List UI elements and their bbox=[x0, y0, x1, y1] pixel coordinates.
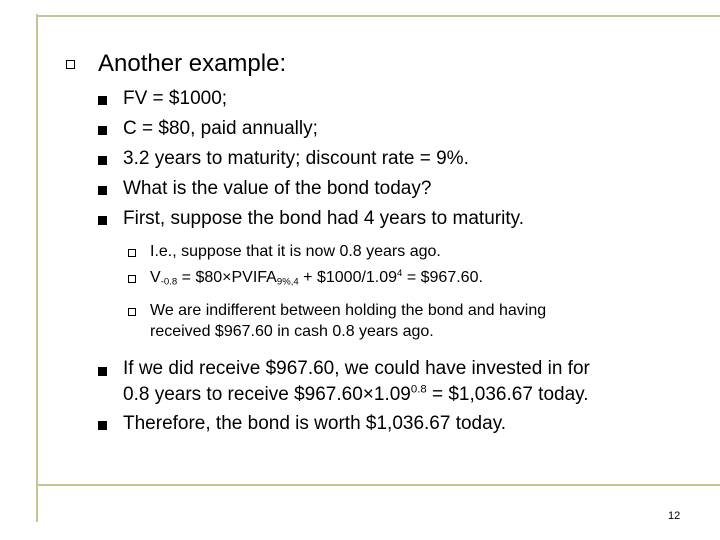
frame-top-rule bbox=[36, 15, 720, 17]
hollow-square-bullet-icon bbox=[66, 60, 75, 69]
solid-square-bullet-icon bbox=[98, 96, 107, 105]
list-item-continuation: 0.8 years to receive $\$967.60\times 1.09^{0.8}$ = $1,036.67 today. bbox=[123, 383, 589, 405]
frame-bottom-rule bbox=[36, 484, 720, 486]
list-item: FV = $1000; bbox=[123, 88, 228, 109]
hollow-square-bullet-icon bbox=[128, 249, 136, 257]
solid-square-bullet-icon bbox=[98, 216, 107, 225]
hollow-square-bullet-icon bbox=[128, 308, 136, 316]
sub-item-formula: $V_{-0.8}$ = $\$80\times PVIFA_{9\%,4}$ + $\$1000/1.09^4$ = $967.60. bbox=[150, 267, 483, 288]
list-item: First, suppose the bond had 4 years to maturity. bbox=[123, 208, 524, 229]
solid-square-bullet-icon bbox=[98, 126, 107, 135]
list-item: Therefore, the bond is worth $1,036.67 today. bbox=[123, 413, 507, 434]
hollow-square-bullet-icon bbox=[128, 275, 136, 283]
list-item: What is the value of the bond today? bbox=[123, 178, 432, 199]
list-item: C = $80, paid annually; bbox=[123, 118, 318, 139]
solid-square-bullet-icon bbox=[98, 421, 107, 430]
list-item: 3.2 years to maturity; discount rate = 9%. bbox=[123, 148, 469, 169]
sub-item-continuation: received $967.60 in cash 0.8 years ago. bbox=[150, 323, 434, 340]
sub-item: We are indifferent between holding the bond and having bbox=[150, 302, 547, 319]
sub-item: I.e., suppose that it is now 0.8 years ago. bbox=[150, 243, 441, 260]
solid-square-bullet-icon bbox=[98, 186, 107, 195]
page-number: 12 bbox=[668, 510, 681, 522]
list-item: If we did receive $967.60, we could have invested in for bbox=[123, 358, 590, 379]
slide-heading: Another example: bbox=[98, 50, 287, 77]
solid-square-bullet-icon bbox=[98, 367, 107, 376]
solid-square-bullet-icon bbox=[98, 156, 107, 165]
frame-vertical-rule bbox=[36, 14, 38, 522]
